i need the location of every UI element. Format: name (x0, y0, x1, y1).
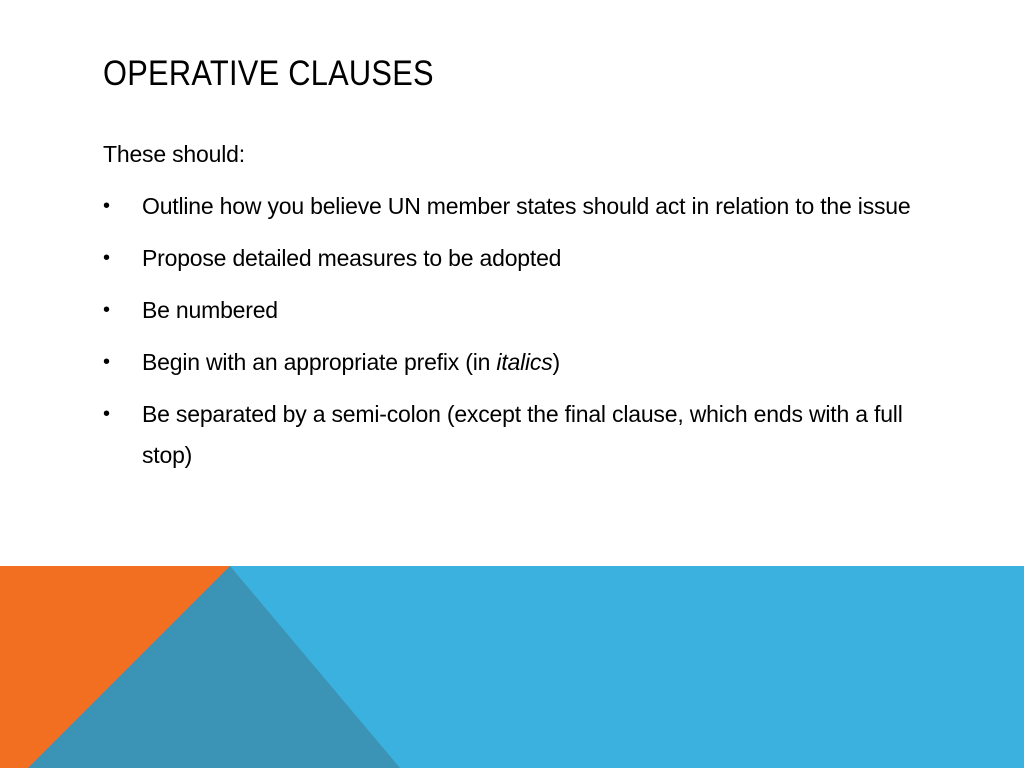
intro-text: These should: (103, 141, 245, 167)
decorative-footer (0, 566, 1024, 768)
bullet-text-italic: italics (496, 349, 553, 375)
bullet-list (103, 186, 923, 476)
bullet-text: Be separated by a semi-colon (except the final clause, which ends with a full stop) (142, 401, 903, 468)
bullet-item (103, 342, 923, 383)
bullet-item (103, 238, 923, 279)
bullet-text-before: Begin with an appropriate prefix (in (142, 349, 497, 375)
footer-shapes (0, 566, 1024, 768)
bullet-marker: • (103, 351, 110, 373)
bullet-text (142, 342, 923, 383)
bullet-text: Outline how you believe UN member states should act in relation to the issue (142, 193, 911, 219)
bullet-marker: • (103, 403, 110, 425)
bullet-marker: • (103, 299, 110, 321)
slide-title: OPERATIVE CLAUSES (103, 54, 434, 93)
bullet-text-after: ) (552, 349, 561, 375)
bullet-item (103, 290, 923, 331)
slide-body (103, 134, 923, 487)
bullet-item (103, 186, 923, 227)
bullet-marker: • (103, 195, 110, 217)
bullet-marker: • (103, 247, 110, 269)
bullet-item (103, 394, 923, 476)
bullet-text: Be numbered (142, 297, 278, 323)
bullet-text: Propose detailed measures to be adopted (142, 245, 562, 271)
